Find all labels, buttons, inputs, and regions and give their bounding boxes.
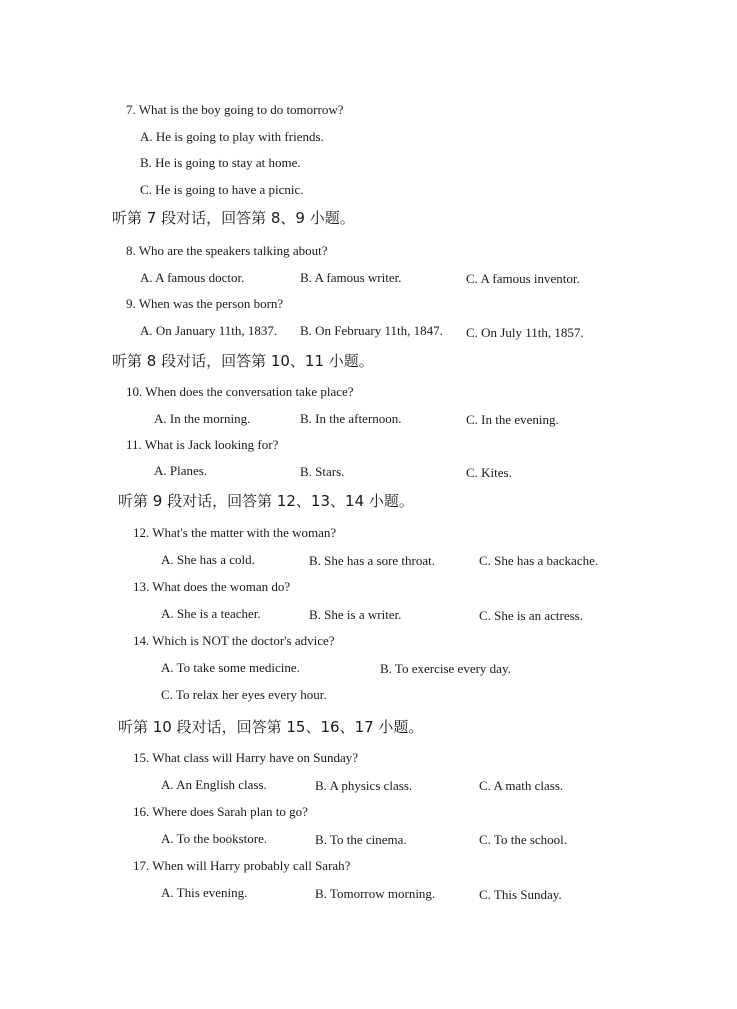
question-17-option-a: A. This evening.	[161, 885, 248, 900]
question-7-option-c: C. He is going to have a picnic.	[140, 182, 304, 197]
question-16-option-c: C. To the school.	[479, 832, 568, 847]
question-12: 12. What's the matter with the woman?	[133, 525, 337, 540]
question-13: 13. What does the woman do?	[133, 579, 291, 594]
question-7: 7. What is the boy going to do tomorrow?	[126, 102, 344, 117]
question-11-option-b: B. Stars.	[300, 464, 345, 479]
question-17-option-b: B. Tomorrow morning.	[315, 886, 436, 901]
section-10-heading: 听第 10 段对话，回答第 15、16、17 小题。	[118, 718, 424, 736]
question-10-option-c: C. In the evening.	[466, 412, 559, 427]
question-14-option-a: A. To take some medicine.	[161, 660, 300, 675]
question-13-option-b: B. She is a writer.	[309, 607, 402, 622]
question-15: 15. What class will Harry have on Sunday?	[133, 750, 359, 765]
question-11: 11. What is Jack looking for?	[126, 437, 279, 452]
question-15-option-b: B. A physics class.	[315, 778, 413, 793]
question-14-option-b: B. To exercise every day.	[380, 661, 511, 676]
question-12-option-c: C. She has a backache.	[479, 553, 599, 568]
question-16: 16. Where does Sarah plan to go?	[133, 804, 308, 819]
section-7-heading: 听第 7 段对话，回答第 8、9 小题。	[112, 209, 355, 227]
question-16-option-b: B. To the cinema.	[315, 832, 407, 847]
question-11-option-a: A. Planes.	[154, 463, 208, 478]
question-9-option-a: A. On January 11th, 1837.	[140, 323, 278, 338]
question-9-option-b: B. On February 11th, 1847.	[300, 323, 443, 338]
question-15-option-a: A. An English class.	[161, 777, 267, 792]
question-12-option-a: A. She has a cold.	[161, 552, 255, 567]
question-10-option-b: B. In the afternoon.	[300, 411, 402, 426]
question-8: 8. Who are the speakers talking about?	[126, 243, 328, 258]
question-8-option-c: C. A famous inventor.	[466, 271, 580, 286]
question-11-option-c: C. Kites.	[466, 465, 512, 480]
question-17: 17. When will Harry probably call Sarah?	[133, 858, 351, 873]
question-12-option-b: B. She has a sore throat.	[309, 553, 436, 568]
question-14: 14. Which is NOT the doctor's advice?	[133, 633, 335, 648]
question-7-option-b: B. He is going to stay at home.	[140, 155, 301, 170]
question-9-option-c: C. On July 11th, 1857.	[466, 325, 584, 340]
question-8-option-b: B. A famous writer.	[300, 270, 402, 285]
question-10: 10. When does the conversation take place?	[126, 384, 354, 399]
question-13-option-c: C. She is an actress.	[479, 608, 583, 623]
question-7-option-a: A. He is going to play with friends.	[140, 129, 324, 144]
question-15-option-c: C. A math class.	[479, 778, 564, 793]
question-14-option-c: C. To relax her eyes every hour.	[161, 687, 327, 702]
question-16-option-a: A. To the bookstore.	[161, 831, 268, 846]
section-9-heading: 听第 9 段对话，回答第 12、13、14 小题。	[118, 492, 414, 510]
question-13-option-a: A. She is a teacher.	[161, 606, 261, 621]
question-9: 9. When was the person born?	[126, 296, 284, 311]
question-17-option-c: C. This Sunday.	[479, 887, 562, 902]
question-8-option-a: A. A famous doctor.	[140, 270, 245, 285]
question-10-option-a: A. In the morning.	[154, 411, 251, 426]
section-8-heading: 听第 8 段对话，回答第 10、11 小题。	[112, 352, 374, 370]
